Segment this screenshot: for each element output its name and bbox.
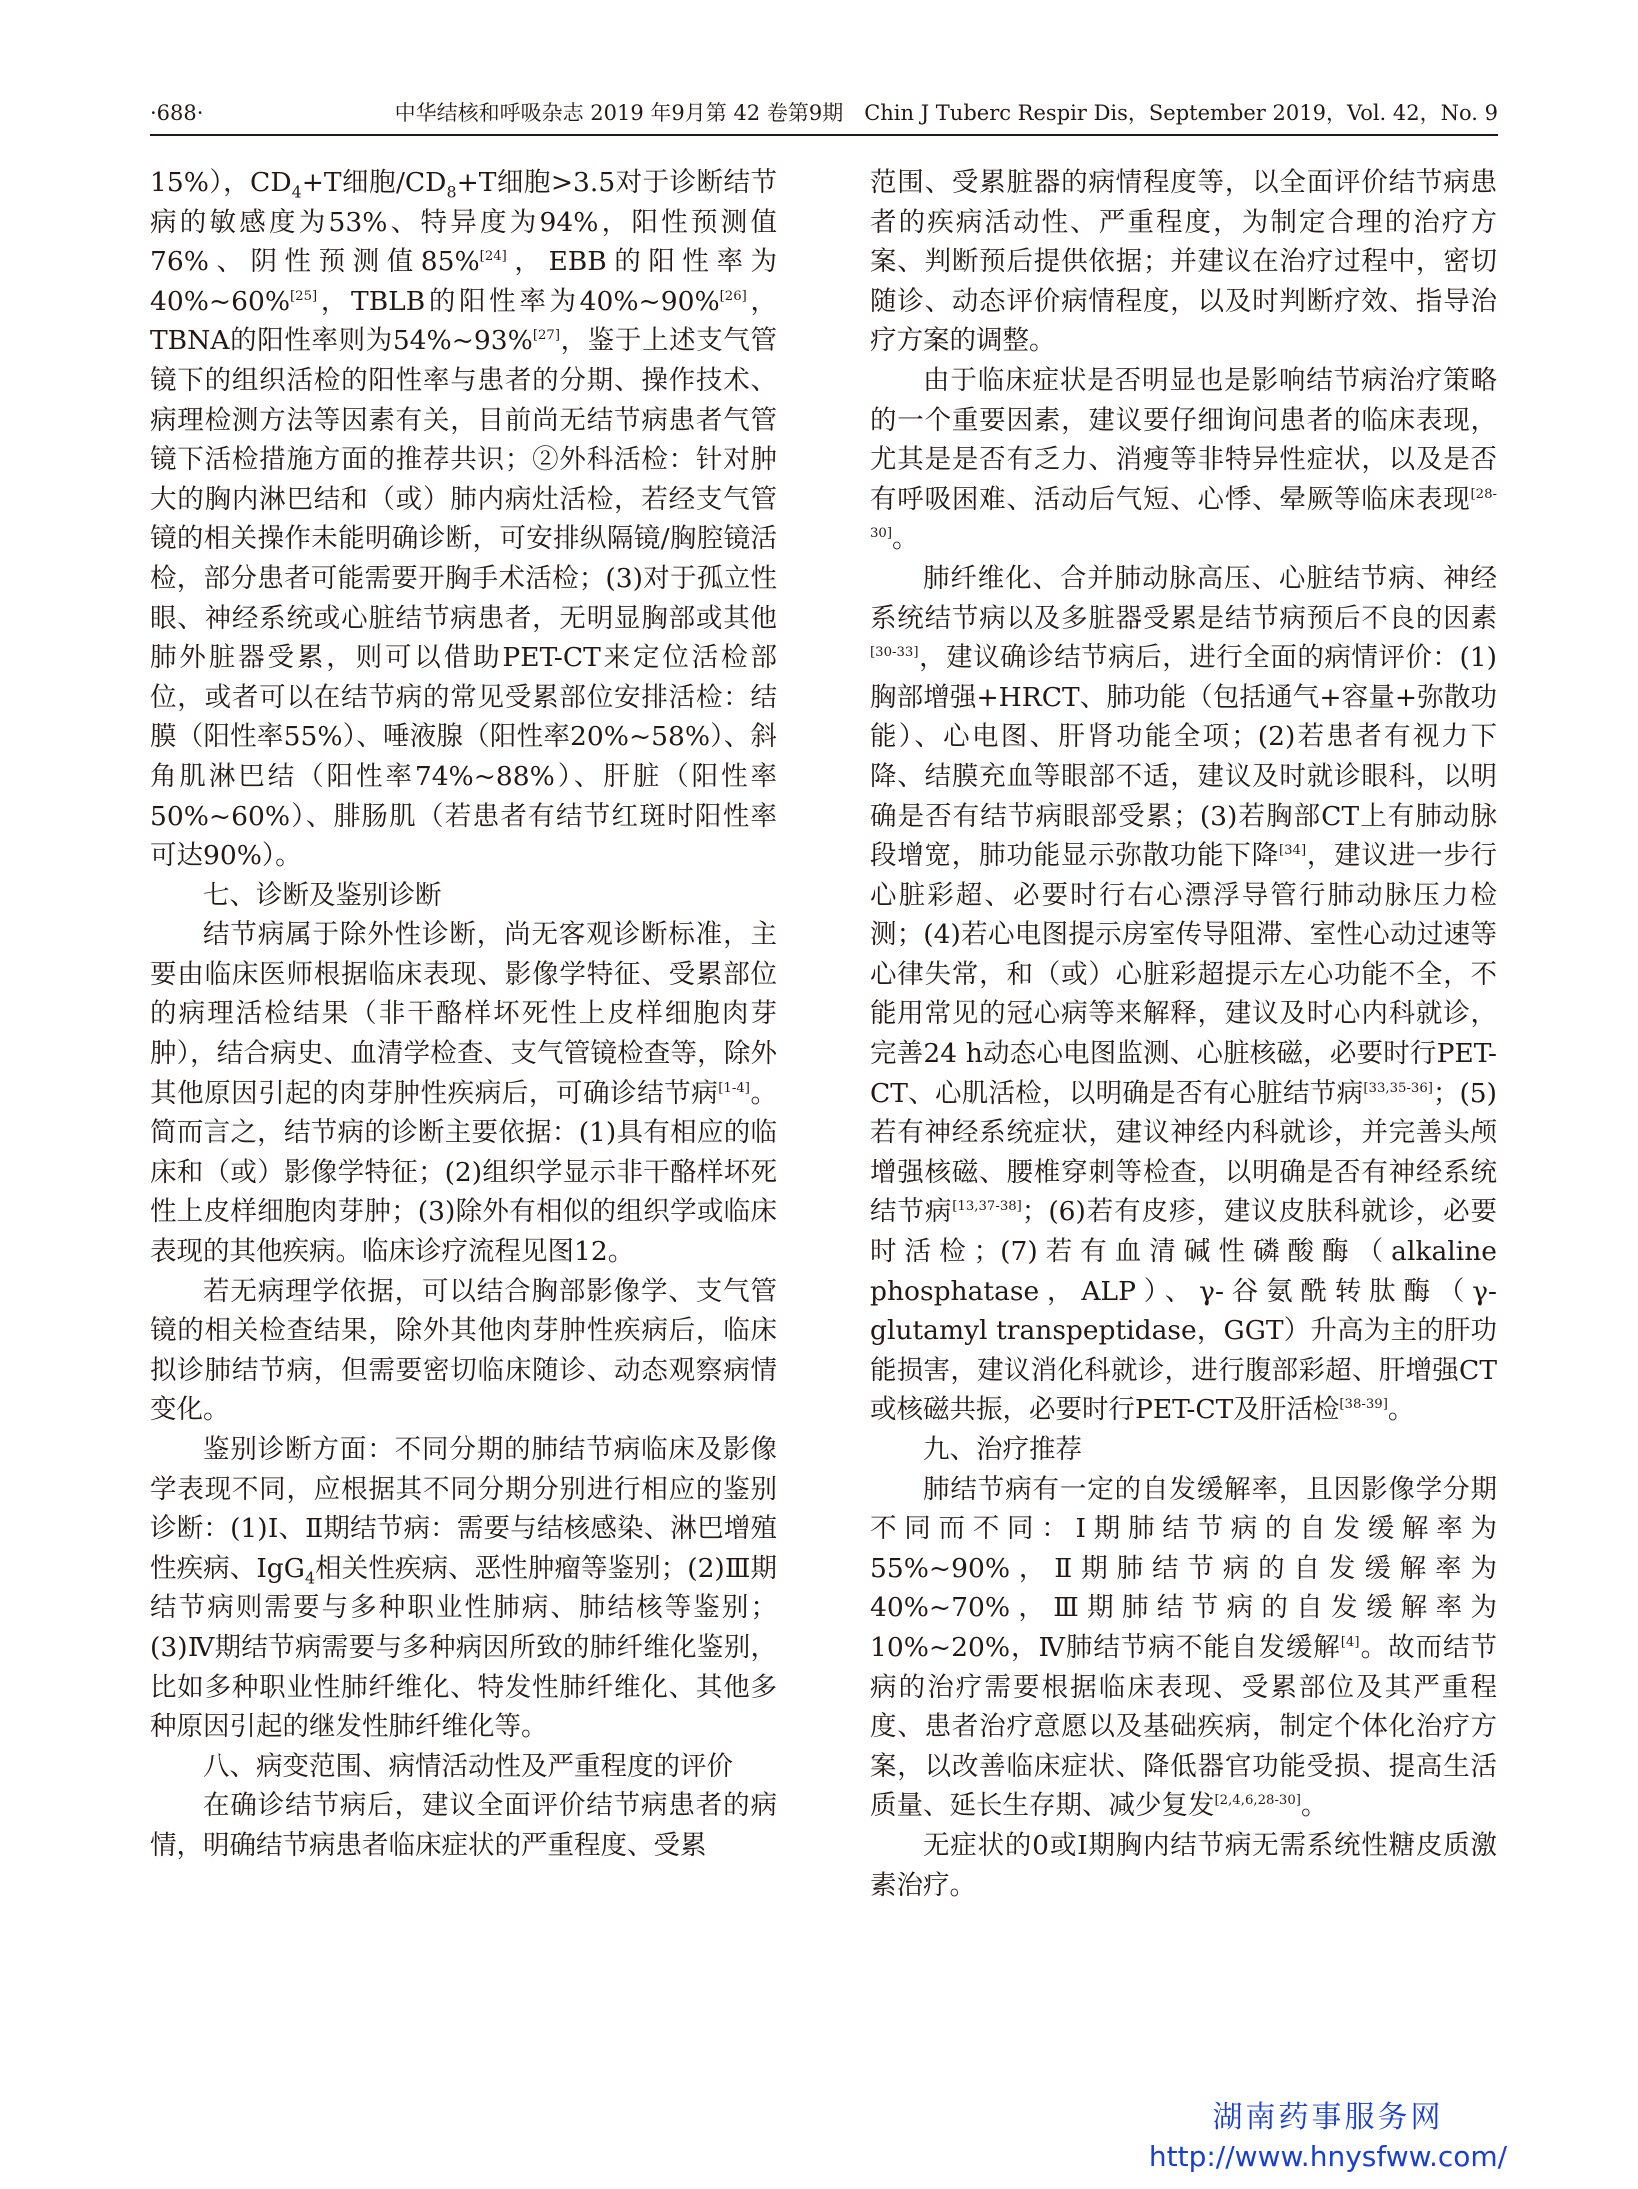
- paragraph-clinical-diagnosis: 若无病理学依据，可以结合胸部影像学、支气管镜的相关检查结果，除外其他肉芽肿性疾病后，临床拟诊肺结节病，但需要密切临床随诊、动态观察病情变化。: [150, 1275, 777, 1426]
- paragraph-differential-diagnosis: 鉴别诊断方面：不同分期的肺结节病临床及影像学表现不同，应根据其不同分期分别进行相应的鉴别诊断：(1)Ⅰ、Ⅱ期结节病：需要与结核感染、淋巴增殖性疾病、IgG$_4$相关性疾病、恶性肿瘤等鉴别；(2)Ⅲ期结节病则需要与多种职业性肺病、肺结核等鉴别；(3)Ⅳ期结节病需要与多种病因所致的肺纤维化鉴别，比如多种职业性肺纤维化、特发性肺纤维化、其他多种原因引起的继发性肺纤维化等。: [150, 1434, 777, 1743]
- citation: [25]: [290, 288, 318, 304]
- running-header: [150, 96, 1498, 136]
- citation: [24]: [479, 249, 507, 265]
- citation: [2,4,6,28-30]: [1214, 1793, 1301, 1809]
- citation: [33,35-36]: [1363, 1080, 1433, 1096]
- paragraph-prognosis-evaluation: 肺纤维化、合并肺动脉高压、心脏结节病、神经系统结节病以及多脏器受累是结节病预后不良的因素[30-33]，建议确诊结节病后，进行全面的病情评价：(1)胸部增强+HRCT、肺功能（包括通气+容量+弥散功能）、心电图、肝肾功能全项；(2)若患者有视力下降、结膜充血等眼部不适，建议及时就诊眼科，以明确是否有结节病眼部受累；(3)若胸部CT上有肺动脉段增宽，肺功能显示弥散功能下降[34]，建议进一步行心脏彩超、必要时行右心漂浮导管行肺动脉压力检测；(4)若心电图提示房室传导阻滞、室性心动过速等心律失常，和（或）心脏彩超提示左心功能不全，不能用常见的冠心病等来解释，建议及时心内科就诊，完善24 h动态心电图监测、心脏核磁，必要时行PET-CT、心肌活检，以明确是否有心脏结节病[33,35-36]；(5)若有神经系统症状，建议神经内科就诊，并完善头颅增强核磁、腰椎穿刺等检查，以明确是否有神经系统结节病[13,37-38]；(6)若有皮疹，建议皮肤科就诊，必要时活检；(7)若有血清碱性磷酸酶（alkaline phosphatase，ALP）、γ-谷氨酰转肽酶（γ-glutamyl transpeptidase，GGT）升高为主的肝功能损害，建议消化科就诊，进行腹部彩超、肝增强CT或核磁共振，必要时行PET-CT及肝活检[38-39]。: [870, 562, 1498, 1426]
- watermark: [1118, 2098, 1538, 2176]
- citation: [38-39]: [1339, 1397, 1388, 1413]
- citation: [27]: [532, 328, 561, 344]
- citation: [13,37-38]: [952, 1199, 1022, 1215]
- citation: [26]: [719, 288, 747, 304]
- watermark-url: http://www.hnysfww.com/: [1148, 2140, 1508, 2173]
- paragraph-symptoms: 由于临床症状是否明显也是影响结节病治疗策略的一个重要因素，建议要仔细询问患者的临床表现，尤其是是否有乏力、消瘦等非特异性症状，以及是否有呼吸困难、活动后气短、心悸、晕厥等临床表现[28-30]。: [870, 364, 1497, 555]
- section-heading-diagnosis: 七、诊断及鉴别诊断: [203, 879, 442, 911]
- citation: [28-30]: [870, 486, 1497, 542]
- paragraph-treatment: 肺结节病有一定的自发缓解率，且因影像学分期不同而不同：Ⅰ期肺结节病的自发缓解率为55%~90%，Ⅱ期肺结节病的自发缓解率为40%~70%，Ⅲ期肺结节病的自发缓解率为10%~20%，Ⅳ肺结节病不能自发缓解[4]。故而结节病的治疗需要根据临床表现、受累部位及其严重程度、患者治疗意愿以及基础疾病，制定个体化治疗方案，以改善临床症状、降低器官功能受损、提高生活质量、延长生存期、减少复发[2,4,6,28-30]。: [870, 1473, 1498, 1822]
- paragraph-evaluation-continued: 范围、受累脏器的病情程度等，以全面评价结节病患者的疾病活动性、严重程度，为制定合理的治疗方案、判断预后提供依据；并建议在治疗过程中，密切随诊、动态评价病情程度，以及时判断疗效、指导治疗方案的调整。: [870, 167, 1497, 357]
- section-heading-treatment: 九、治疗推荐: [923, 1434, 1082, 1465]
- citation: [4]: [1340, 1635, 1360, 1651]
- paragraph-biopsy-positivity: 15%），$CD_4+T$细胞$/CD_8+T$细胞>3.5对于诊断结节病的敏感度为53%、特异度为94%，阳性预测值76%、阴性预测值85%[24]，EBB的阳性率为40%~60%[25]，TBLB的阳性率为40%~90%[26]，TBNA的阳性率则为54%~93%[27]，鉴于上述支气管镜下的组织活检的阳性率与患者的分期、操作技术、病理检测方法等因素有关，目前尚无结节病患者气管镜下活检措施方面的推荐共识；②外科活检：针对肿大的胸内淋巴结和（或）肺内病灶活检，若经支气管镜的相关操作未能明确诊断，可安排纵隔镜/胸腔镜活检，部分患者可能需要开胸手术活检；(3)对于孤立性眼、神经系统或心脏结节病患者，无明显胸部或其他肺外脏器受累，则可以借助PET-CT来定位活检部位，或者可以在结节病的常见受累部位安排活检：结膜（阳性率55%）、唾液腺（阳性率20%~58%）、斜角肌淋巴结（阳性率74%~88%）、肝脏（阳性率50%~60%）、腓肠肌（若患者有结节红斑时阳性率可达90%）。: [150, 167, 777, 872]
- paragraph-asymptomatic: 无症状的0或Ⅰ期胸内结节病无需系统性糖皮质激素治疗。: [870, 1829, 1497, 1901]
- paragraph-diagnosis: 结节病属于除外性诊断，尚无客观诊断标准，主要由临床医师根据临床表现、影像学特征、受累部位的病理活检结果（非干酪样坏死性上皮样细胞肉芽肿），结合病史、血清学检查、支气管镜检查等，除外其他原因引起的肉芽肿性疾病后，可确诊结节病[1-4]。简而言之，结节病的诊断主要依据：(1)具有相应的临床和（或）影像学特征；(2)组织学显示非干酪样坏死性上皮样细胞肉芽肿；(3)除外有相似的组织学或临床表现的其他疾病。临床诊疗流程见图12。: [150, 919, 778, 1268]
- citation: [34]: [1278, 843, 1307, 859]
- watermark-site-name: 湖南药事服务网: [1212, 2100, 1444, 2135]
- citation: [1-4]: [718, 1080, 750, 1096]
- page-number: ·688·: [150, 101, 204, 125]
- left-column: [150, 163, 777, 1866]
- section-heading-evaluation: 八、病变范围、病情活动性及严重程度的评价: [203, 1750, 733, 1782]
- journal-citation: 中华结核和呼吸杂志 2019 年9月第 42 卷第9期 Chin J Tuberc Respir Dis，September 2019，Vol. 42，No. 9: [394, 101, 1498, 125]
- citation: [30-33]: [870, 645, 919, 661]
- paragraph-evaluation: 在确诊结节病后，建议全面评价结节病患者的病情，明确结节病患者临床症状的严重程度、受累: [150, 1790, 777, 1861]
- right-column: [870, 163, 1497, 1905]
